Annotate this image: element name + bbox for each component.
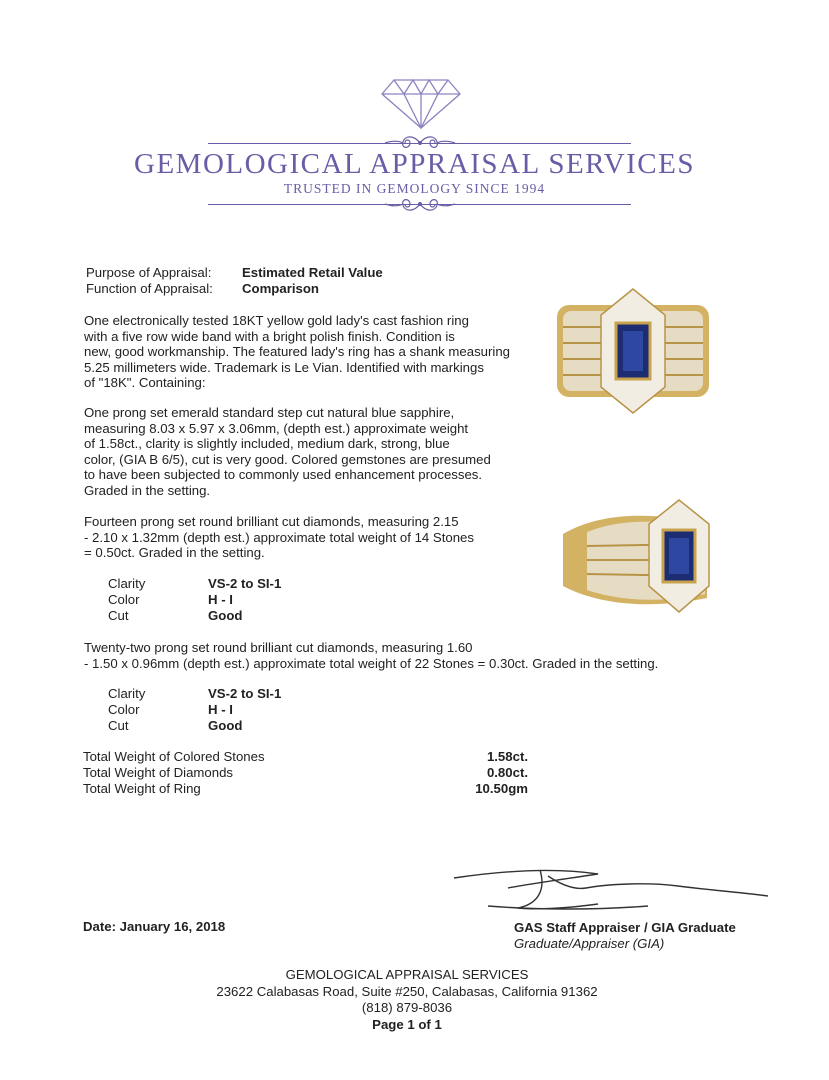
total-label: Total Weight of Colored Stones <box>83 749 265 764</box>
sapphire-line: Graded in the setting. <box>84 482 211 498</box>
page-number: Page 1 of 1 <box>372 1017 442 1032</box>
sapphire-line: color, (GIA B 6/5), cut is very good. Colored gemstones are presumed <box>84 451 491 467</box>
grade-label: Color <box>108 591 140 607</box>
grade-value: VS-2 to SI-1 <box>208 576 282 591</box>
sapphire-line: One prong set emerald standard step cut natural blue sapphire, <box>84 405 455 420</box>
grade-value: Good <box>208 717 243 733</box>
appraiser-title: GAS Staff Appraiser / GIA Graduate <box>514 920 736 935</box>
grade-label: Clarity <box>108 576 146 591</box>
sapphire-line: of 1.58ct., clarity is slightly included, medium dark, strong, blue <box>84 436 450 452</box>
purpose-label: Purpose of Appraisal: <box>86 265 212 280</box>
diamond-logo-icon <box>380 78 462 130</box>
grade-value: VS-2 to SI-1 <box>208 686 282 701</box>
function-label: Function of Appraisal: <box>86 281 213 296</box>
diamonds1-line: - 2.10 x 1.32mm (depth est.) approximate total weight of 14 Stones <box>84 529 474 545</box>
sapphire-line: to have been subjected to commonly used enhancement processes. <box>84 467 483 483</box>
company-tagline: TRUSTED IN GEMOLOGY SINCE 1994 <box>283 181 546 196</box>
company-name: GEMOLOGICAL APPRAISAL SERVICES <box>134 148 695 180</box>
description-line: of "18K". Containing: <box>84 375 206 391</box>
diamonds2-description <box>84 640 658 671</box>
grade-label: Cut <box>108 607 129 623</box>
description-line: 5.25 millimeters wide. Trademark is Le Vian. Identified with markings <box>84 359 484 375</box>
footer-address: 23622 Calabasas Road, Suite #250, Calabasas, California 91362 <box>216 984 598 999</box>
description-line: with a five row wide band with a bright polish finish. Condition is <box>84 328 455 344</box>
total-label: Total Weight of Ring <box>83 780 201 796</box>
grade-label: Clarity <box>108 686 146 701</box>
appraiser-subtitle: Graduate/Appraiser (GIA) <box>514 936 665 951</box>
grade-label: Color <box>108 701 140 717</box>
ring-photo-angle <box>557 494 717 622</box>
ring-description <box>84 313 510 391</box>
total-value: 0.80ct. <box>486 764 528 780</box>
ornament-bottom-icon <box>383 195 457 213</box>
totals-labels <box>83 749 265 796</box>
grade-label: Cut <box>108 717 129 733</box>
appraisal-date: Date: January 16, 2018 <box>83 919 226 934</box>
grade-value: H - I <box>208 591 233 607</box>
diamonds1-line: = 0.50ct. Graded in the setting. <box>84 545 265 561</box>
total-label: Total Weight of Diamonds <box>83 764 234 780</box>
function-value: Comparison <box>242 281 319 296</box>
totals-values <box>440 749 528 796</box>
description-line: new, good workmanship. The featured lady's ring has a shank measuring <box>84 344 510 360</box>
diamonds2-line: - 1.50 x 0.96mm (depth est.) approximate total weight of 22 Stones = 0.30ct. Graded in the setting. <box>84 655 659 671</box>
total-value: 1.58ct. <box>486 749 528 764</box>
description-line: One electronically tested 18KT yellow gold lady's cast fashion ring <box>84 313 469 328</box>
footer-company: GEMOLOGICAL APPRAISAL SERVICES <box>285 967 529 982</box>
ring-photo-top <box>553 285 713 417</box>
total-value: 10.50gm <box>475 780 528 796</box>
diamonds2-grade-values <box>208 686 281 733</box>
diamonds1-grade-labels <box>108 576 145 623</box>
purpose-value: Estimated Retail Value <box>242 265 383 280</box>
appraiser-signature-icon <box>448 860 778 920</box>
grade-value: Good <box>208 607 243 623</box>
diamonds1-grade-values <box>208 576 281 623</box>
footer-phone: (818) 879-8036 <box>361 1000 453 1015</box>
grade-value: H - I <box>208 701 233 717</box>
diamonds1-description <box>84 514 474 561</box>
diamonds2-line: Twenty-two prong set round brilliant cut diamonds, measuring 1.60 <box>84 640 473 655</box>
diamonds2-grade-labels <box>108 686 145 733</box>
sapphire-description <box>84 405 491 499</box>
sapphire-line: measuring 8.03 x 5.97 x 3.06mm, (depth est.) approximate weight <box>84 420 469 436</box>
diamonds1-line: Fourteen prong set round brilliant cut diamonds, measuring 2.15 <box>84 514 459 529</box>
